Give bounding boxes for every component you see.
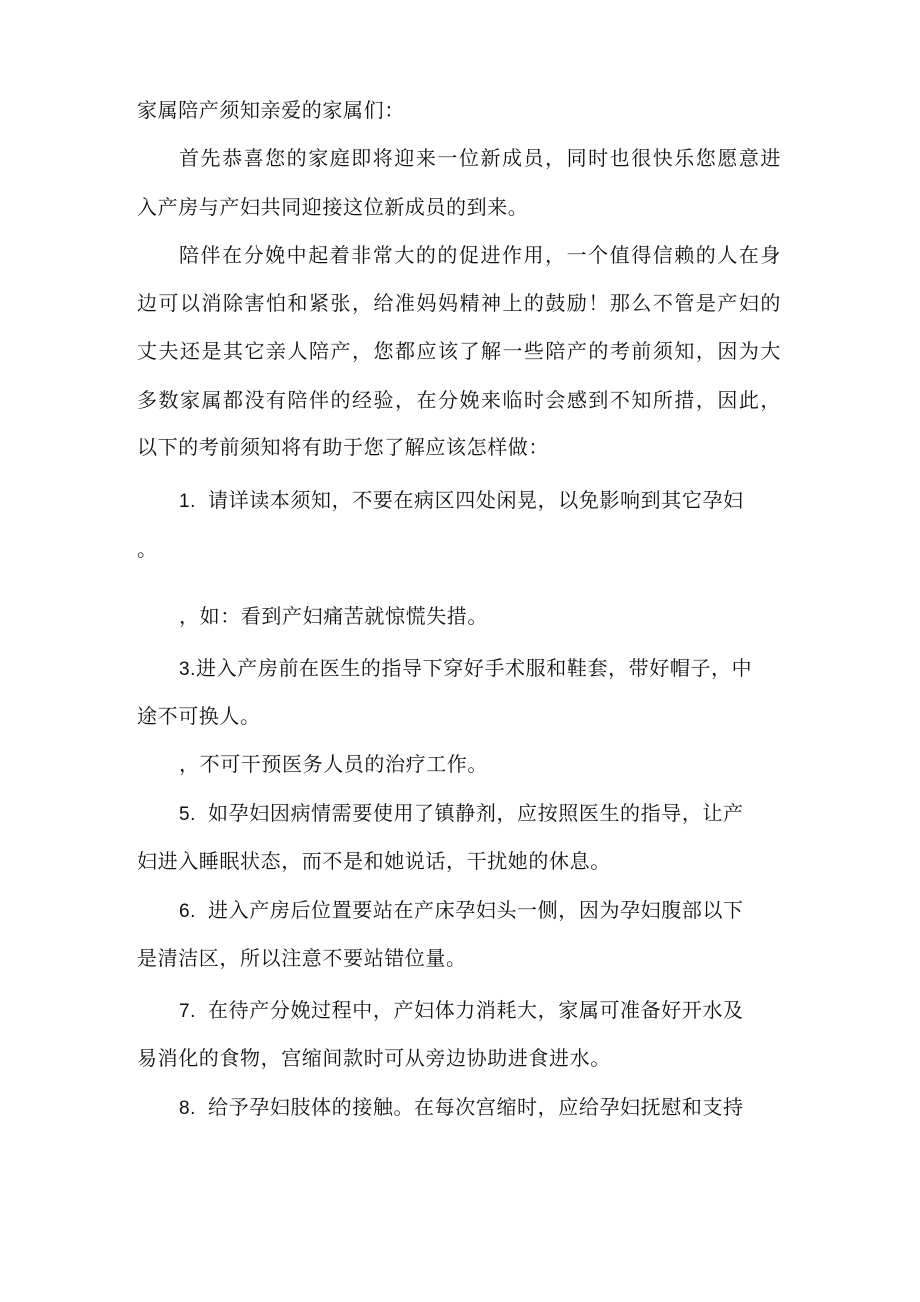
list-item-1	[179, 488, 744, 514]
list-item-3-continuation: 途不可换人。	[137, 704, 261, 728]
list-item-6	[179, 898, 744, 924]
list-item-3	[179, 656, 752, 682]
list-item-text: 在待产分娩过程中，产妇体力消耗大，家属可准备好开水及	[208, 998, 744, 1022]
list-item-5-continuation: 妇进入睡眠状态，而不是和她说话，干扰她的休息。	[137, 849, 611, 873]
list-item-6-continuation: 是清洁区，所以注意不要站错位量。	[137, 946, 467, 970]
list-item-text: 如孕妇因病情需要使用了镇静剂，应按照医生的指导，让产	[208, 801, 744, 825]
list-item-number: 7.	[179, 1001, 197, 1022]
list-item-text: 请详读本须知，不要在病区四处闲晃，以免影响到其它孕妇	[208, 488, 744, 512]
list-item-text: 进入产房前在医生的指导下穿好手术服和鞋套，带好帽子，中	[196, 656, 753, 680]
document-title: 家属陪产须知亲爱的家属们：	[137, 98, 405, 122]
list-item-text: 给予孕妇肢体的接触。在每次宫缩时，应给孕妇抚慰和支持	[208, 1095, 744, 1119]
paragraph2-line-5: 以下的考前须知将有助于您了解应该怎样做：	[137, 435, 549, 459]
list-item-8	[179, 1095, 744, 1121]
list-item-4-fragment: ，不可干预医务人员的治疗工作。	[179, 752, 488, 776]
list-item-number: 1.	[179, 491, 197, 512]
paragraph2-line-2: 边可以消除害怕和紧张，给准妈妈精神上的鼓励！那么不管是产妇的	[137, 291, 781, 315]
list-item-number: 6.	[179, 901, 197, 922]
list-item-5	[179, 801, 744, 827]
list-item-number: 3.	[179, 659, 197, 680]
list-item-7-continuation: 易消化的食物，宫缩间款时可从旁边协助进食进水。	[137, 1046, 611, 1070]
list-item-number: 5.	[179, 804, 197, 825]
intro-line-1: 首先恭喜您的家庭即将迎来一位新成员，同时也很快乐您愿意进	[179, 146, 781, 170]
intro-line-2: 入产房与产妇共同迎接这位新成员的到来。	[137, 195, 529, 219]
list-item-1-continuation: 。	[137, 537, 158, 561]
paragraph2-line-3: 丈夫还是其它亲人陪产，您都应该了解一些陪产的考前须知，因为大	[137, 339, 781, 363]
paragraph2-line-4: 多数家属都没有陪伴的经验，在分娩来临时会感到不知所措，因此，	[137, 388, 781, 412]
list-item-number: 8.	[179, 1098, 197, 1119]
list-item-text: 进入产房后位置要站在产床孕妇头一侧，因为孕妇腹部以下	[208, 898, 744, 922]
list-item-7	[179, 998, 744, 1024]
list-item-2-fragment: ，如：看到产妇痛苦就惊慌失措。	[179, 604, 488, 628]
paragraph2-line-1: 陪伴在分娩中起着非常大的的促进作用，一个值得信赖的人在身	[179, 243, 781, 267]
